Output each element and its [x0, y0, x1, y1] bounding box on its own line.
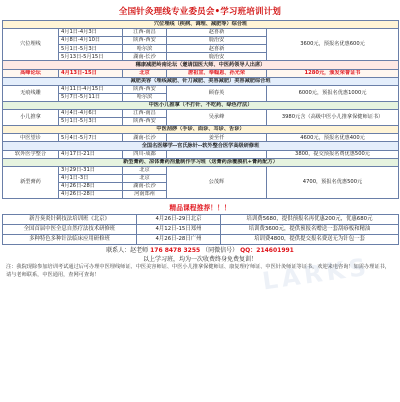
- course-place: 江西-南昌: [123, 29, 167, 37]
- course-price: 4700，预报名优惠500元: [267, 166, 399, 198]
- schedule-row: [3, 29, 399, 37]
- contact-block: [2, 246, 398, 264]
- course-category: 软外医学整合: [3, 150, 59, 158]
- advanced-heading: 精品课程推荐！！！: [169, 204, 231, 213]
- course-teacher: [167, 150, 267, 158]
- course-category: 中医望诊: [3, 134, 59, 142]
- schedule-row: [3, 134, 399, 142]
- course-category: 穴位埋线: [3, 29, 59, 61]
- course-date: 4月17日-21日: [59, 150, 123, 158]
- section-header-row: [3, 158, 399, 166]
- course-date: 3月29日-31日: [59, 166, 123, 174]
- course-date: 5月13日-5月15日: [59, 53, 123, 61]
- course-price: 1280元，颁发荣誉证书: [267, 69, 399, 77]
- course-teacher: 唐祖宣、奉翰恩、孙光荣: [167, 69, 267, 77]
- schedule-row: [3, 69, 399, 77]
- course-place: 北京: [123, 69, 167, 77]
- course-teacher: 赵喜新: [167, 45, 267, 53]
- course-place: 四川-成都: [123, 150, 167, 158]
- course-date: 5月7日-5月11日: [59, 93, 123, 101]
- contact-phone[interactable]: 176 8478 3255: [150, 247, 201, 255]
- watermark-logo: LARKS: [260, 252, 372, 296]
- advanced-course-date: 4月26日-29日北京: [137, 215, 221, 225]
- section-header-row: [3, 77, 399, 85]
- course-teacher: 顾春英: [167, 85, 267, 101]
- certificate-note: 注：我院现除参加培训考试通过后可办理中医埋线师证、中医美容师证、中医小儿推拿保健师证、康复理疗师证、中医针灸师证等证书，欢迎来电咨询！如需办理证书，请与老师联系，中医通用，查网可查询！: [6, 264, 390, 278]
- course-teacher: 公茂辉: [167, 166, 267, 198]
- section-header-row: [3, 142, 399, 150]
- advanced-course-row: [3, 235, 399, 245]
- contact-line2: 以上学习班，均为一次收费终身免费复训！: [142, 256, 257, 264]
- section-header: 穴位埋线（疾病、调理、减肥等）综合班: [3, 21, 399, 29]
- contact-phone-note: （同微信号）: [202, 247, 239, 255]
- advanced-course-name: 多种特色多种针法临床应用研修班: [3, 235, 137, 245]
- course-date: 4月11日-4月15日: [59, 85, 123, 93]
- course-date: 4月4日-4月6日: [59, 110, 123, 118]
- schedule-row: [3, 166, 399, 174]
- advanced-course-price: 培训费5680，提供预报名再优惠200元，优惠680元: [221, 215, 399, 225]
- course-date: 4月1日-3日: [59, 174, 123, 182]
- course-place: 哈尔滨: [123, 93, 167, 101]
- section-header: 全国名医缪学--官氏脉针--软外整合医学高级研修班: [3, 142, 399, 150]
- course-teacher: 鹿治安: [167, 37, 267, 45]
- contact-qq[interactable]: QQ：214601991: [240, 247, 294, 255]
- course-place: 江西-南昌: [123, 110, 167, 118]
- course-date: 5月4日-5月7日: [59, 134, 123, 142]
- course-place: 湖南-长沙: [123, 182, 167, 190]
- section-header: 中医刮痧（手诊、面诊、耳诊、舌诊）: [3, 126, 399, 134]
- advanced-course-price: 培训费3600元，提供预报名赠送一套刮痧板和精油: [221, 225, 399, 235]
- course-category: 高峰论坛: [3, 69, 59, 77]
- course-category: 小儿推拿: [3, 110, 59, 126]
- section-header: 穗康减肥岭南论坛（邀请国医大师、中医药领导人出席）: [3, 61, 399, 69]
- course-price: 4600元，预报名优惠400元: [267, 134, 399, 142]
- course-teacher: 赵喜新: [167, 29, 267, 37]
- course-date: 5月1日-5月3日: [59, 118, 123, 126]
- course-price: 6000元，预报名优惠1000元: [267, 85, 399, 101]
- course-price: 3600元，预报名优惠600元: [267, 29, 399, 61]
- section-header: 减肥美容（埋线减肥、针刀减肥、美容减肥）美容减肥综合班: [3, 77, 399, 85]
- course-price: 3980元含（高级中医小儿推拿保健师证书）: [267, 110, 399, 126]
- course-date: 4月26日-28日: [59, 182, 123, 190]
- course-date: 4月26日-28日: [59, 190, 123, 198]
- course-teacher: 姜至仟: [167, 134, 267, 142]
- course-date: 4月13日-15日: [59, 69, 123, 77]
- schedule-row: [3, 110, 399, 118]
- advanced-table: [2, 214, 399, 245]
- course-place: 湖南-长沙: [123, 134, 167, 142]
- advanced-course-date: 4月12日-15日郑州: [137, 225, 221, 235]
- advanced-course-row: [3, 215, 399, 225]
- section-header-row: [3, 101, 399, 109]
- section-header-row: [3, 21, 399, 29]
- course-place: 陕西-西安: [123, 118, 167, 126]
- course-date: 4月1日-4月3日: [59, 29, 123, 37]
- schedule-row: [3, 150, 399, 158]
- advanced-course-row: [3, 225, 399, 235]
- course-teacher: 吴承峰: [167, 110, 267, 126]
- section-header-row: [3, 126, 399, 134]
- advanced-course-date: 4月26日-28日广州: [137, 235, 221, 245]
- schedule-table: [2, 20, 399, 199]
- course-place: 陕西-西安: [123, 37, 167, 45]
- section-header: 中医小儿推拿（不打针、不吃药、绿色疗法）: [3, 101, 399, 109]
- course-category: 无痕线雕: [3, 85, 59, 101]
- course-price: 3800，提交预报名费优惠500元: [267, 150, 399, 158]
- schedule-row: [3, 85, 399, 93]
- course-place: 陕西-西安: [123, 85, 167, 93]
- course-place: 哈尔滨: [123, 45, 167, 53]
- course-place: 河南郑州: [123, 190, 167, 198]
- section-header-row: [3, 61, 399, 69]
- advanced-course-name: 全国首届中医全息自然疗法技术研修班: [3, 225, 137, 235]
- advanced-course-price: 培训费4800，提供提交报名费送无为针包一套: [221, 235, 399, 245]
- course-teacher: 鹿治安: [167, 53, 267, 61]
- course-date: 4月8日-4月10日: [59, 37, 123, 45]
- page-title: 全国针灸理线专业委员会•学习班培训计划: [118, 7, 282, 17]
- course-place: 湖南-长沙: [123, 53, 167, 61]
- section-header: 新型膏药、凉体膏药剂量制作学习班（送膏药涂覆膜机+膏药配方）: [3, 158, 399, 166]
- advanced-course-name: 新吾臭炎针刺技法培训班《北京》: [3, 215, 137, 225]
- course-category: 新型膏药: [3, 166, 59, 198]
- course-date: 5月1日-5月3日: [59, 45, 123, 53]
- course-place: 北京: [123, 174, 167, 182]
- contact-label: 联系人：赵老师: [106, 247, 149, 255]
- course-place: 北京: [123, 166, 167, 174]
